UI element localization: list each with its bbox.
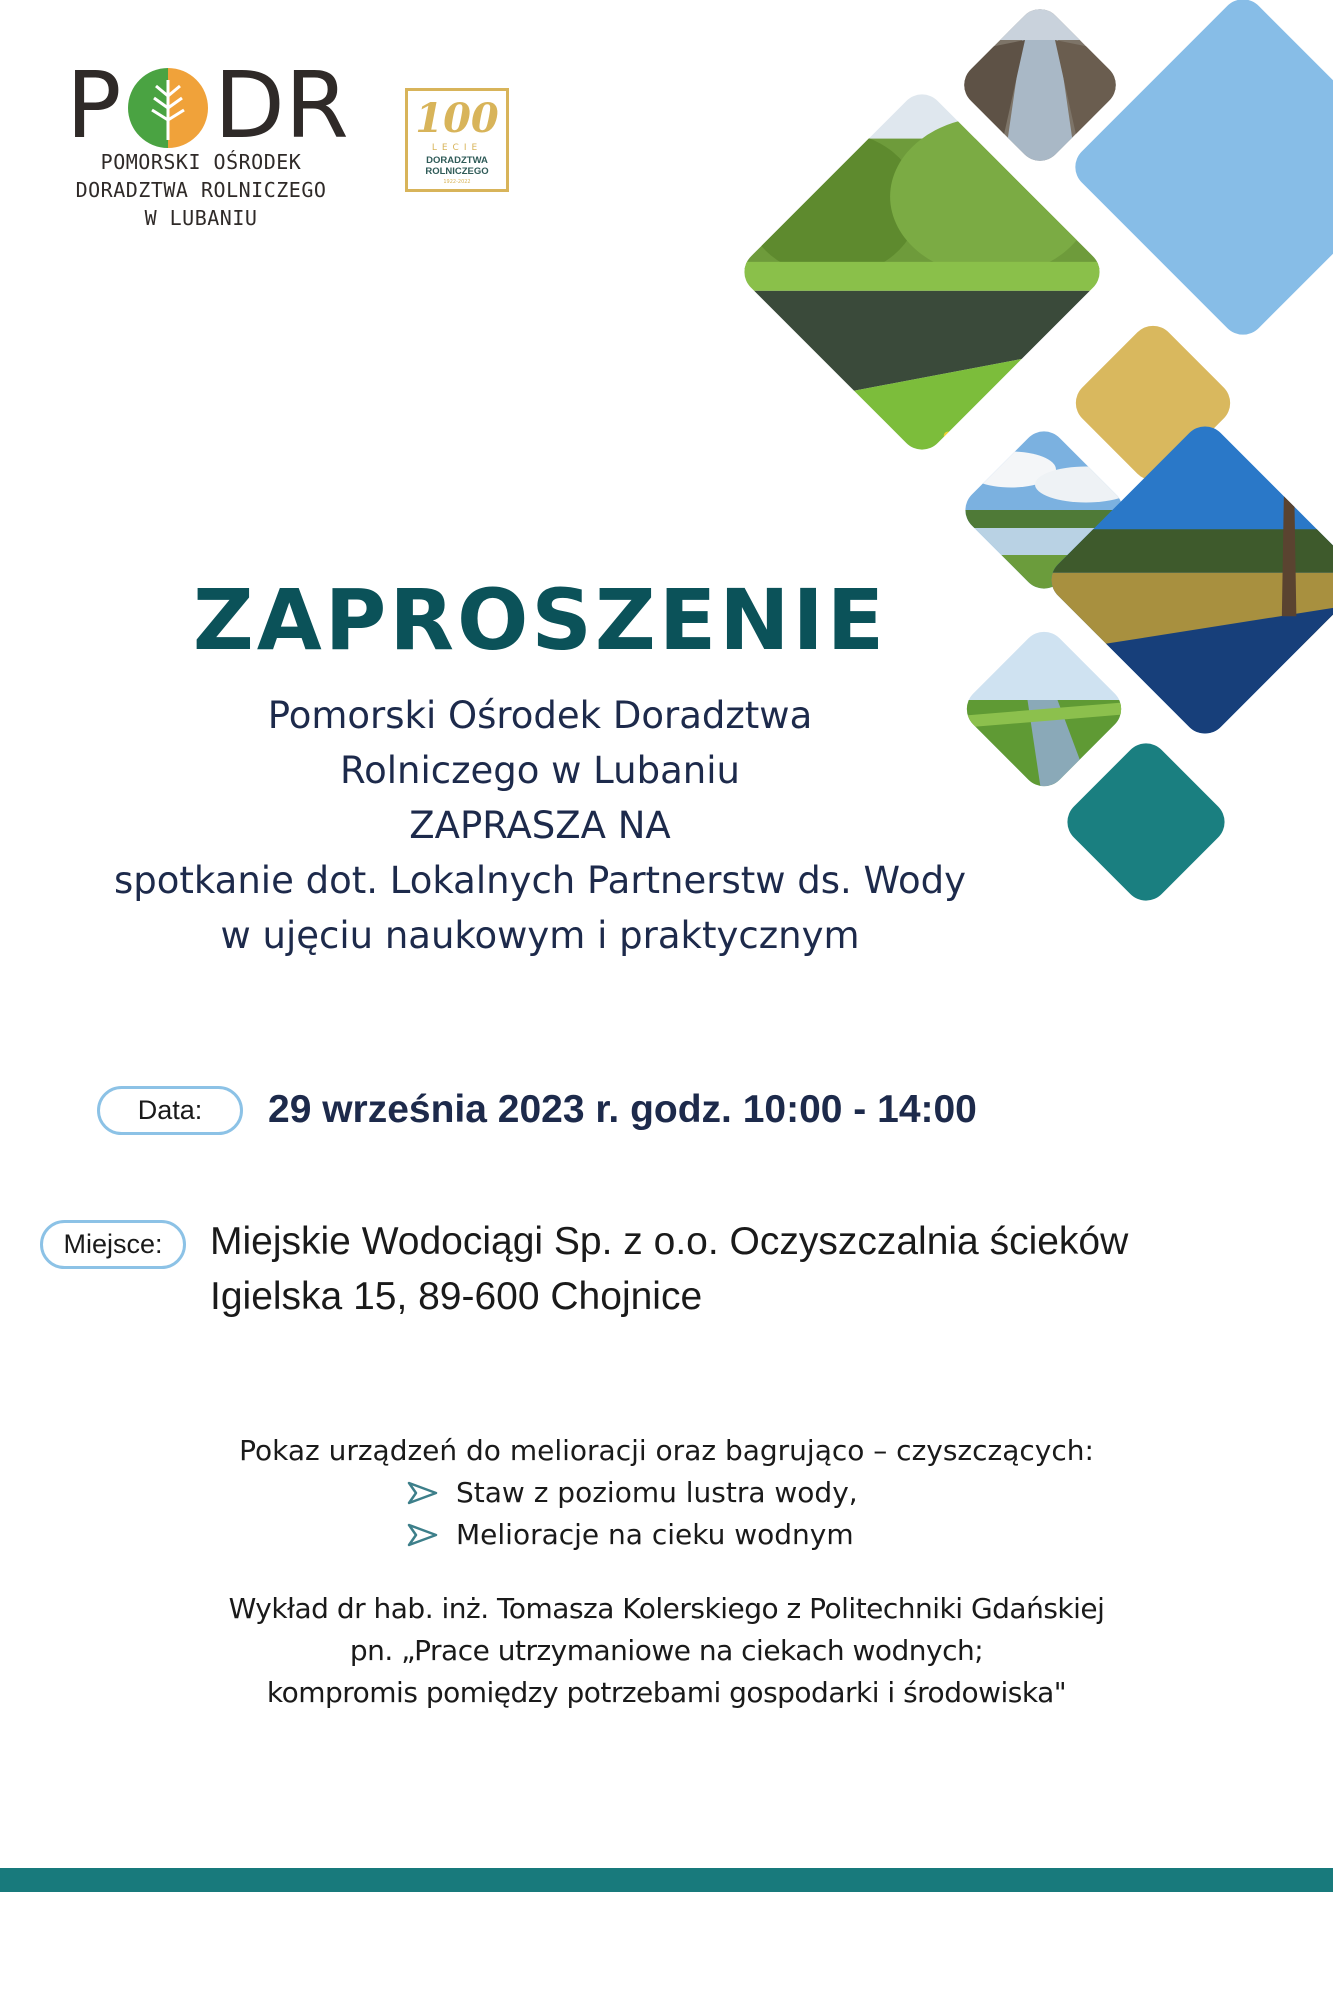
teal-diamond bbox=[1058, 734, 1233, 909]
demo-list-item bbox=[406, 1514, 854, 1556]
invitation-title: ZAPROSZENIE bbox=[192, 571, 888, 669]
invitation-intro bbox=[80, 688, 1000, 963]
podr-logo bbox=[66, 52, 349, 230]
wheat-circle-icon bbox=[126, 66, 210, 150]
lecture-line: pn. „Prace utrzymaniowe na ciekach wodnych; bbox=[349, 1634, 984, 1667]
demo-list-item bbox=[406, 1472, 858, 1514]
place-line: Miejskie Wodociągi Sp. z o.o. Oczyszczalnia ścieków bbox=[210, 1220, 1129, 1263]
arrow-chevron-icon bbox=[406, 1480, 440, 1506]
lecture-info bbox=[0, 1588, 1333, 1714]
place-label: Miejsce: bbox=[40, 1220, 186, 1269]
lecture-line: Wykład dr hab. inż. Tomasza Kolerskiego z Politechniki Gdańskiej bbox=[228, 1592, 1105, 1625]
demo-item-text: Melioracje na cieku wodnym bbox=[456, 1518, 854, 1551]
anniversary-badge bbox=[405, 88, 509, 192]
lecture-line: kompromis pomiędzy potrzebami gospodarki i środowiska" bbox=[266, 1676, 1067, 1709]
logo-mark bbox=[66, 52, 349, 159]
arrow-chevron-icon bbox=[406, 1522, 440, 1548]
intro-line: spotkanie dot. Lokalnych Partnerstw ds. Wody bbox=[114, 859, 966, 902]
badge-lecie: LECIE bbox=[431, 143, 483, 153]
logo-subtitle: POMORSKI OŚRODEK DORADZTWA ROLNICZEGO W LUBANIU bbox=[75, 150, 327, 230]
badge-text: DORADZTWA ROLNICZEGO bbox=[425, 155, 489, 177]
date-value: 29 września 2023 r. godz. 10:00 - 14:00 bbox=[268, 1088, 977, 1131]
bottom-bar bbox=[0, 1868, 1333, 1892]
badge-number: 100 bbox=[415, 95, 499, 142]
place-value bbox=[210, 1214, 1128, 1324]
demo-heading: Pokaz urządzeń do melioracji oraz bagrująco – czyszczących: bbox=[239, 1434, 1094, 1467]
demo-item-text: Staw z poziomu lustra wody, bbox=[456, 1476, 858, 1509]
logo-letter-p: P bbox=[66, 52, 122, 159]
intro-line: w ujęciu naukowym i praktycznym bbox=[220, 914, 860, 957]
logo-letters-dr: DR bbox=[214, 52, 349, 159]
badge-years: 1922-2022 bbox=[443, 179, 471, 185]
place-line: Igielska 15, 89-600 Chojnice bbox=[210, 1275, 703, 1318]
intro-line: Rolniczego w Lubaniu bbox=[340, 749, 740, 792]
date-label: Data: bbox=[97, 1086, 243, 1135]
blue-diamond bbox=[1066, 0, 1333, 344]
intro-line: ZAPRASZA NA bbox=[409, 804, 671, 847]
intro-line: Pomorski Ośrodek Doradztwa bbox=[267, 694, 813, 737]
